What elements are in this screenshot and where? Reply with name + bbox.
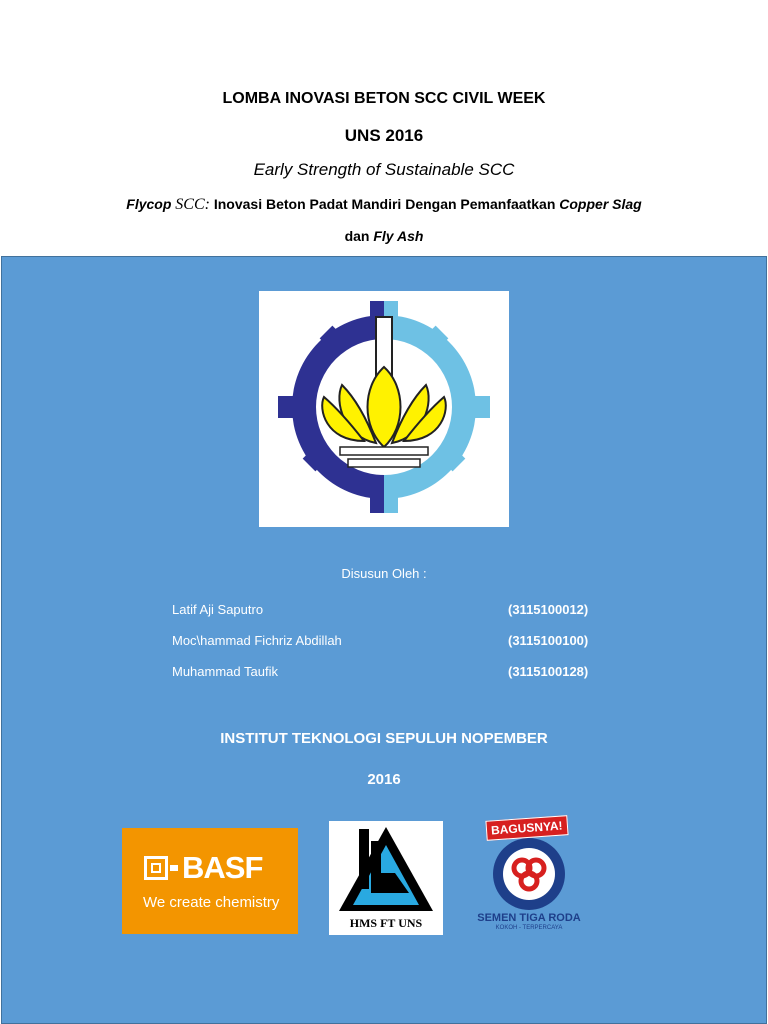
tiga-roda-tagline: KOKOH - TERPERCAYA <box>495 925 563 931</box>
semen-tiga-roda-logo <box>468 814 590 936</box>
hms-ft-uns-logo <box>329 821 443 935</box>
authors-heading: Disusun Oleh : <box>341 566 427 581</box>
paper-title-part: SCC: <box>175 196 210 213</box>
paper-title <box>0 196 768 214</box>
bagusnya-badge: BAGUSNYA! <box>485 815 568 841</box>
basf-wordmark: BASF <box>182 850 263 885</box>
author-name: Latif Aji Saputro <box>172 602 264 617</box>
hms-label: HMS FT UNS <box>349 916 423 930</box>
theme-title: Early Strength of Sustainable SCC <box>253 160 515 179</box>
title-block <box>0 0 768 256</box>
basf-logo <box>122 828 298 934</box>
paper-title-part: Fly Ash <box>373 228 424 244</box>
author-name: Muhammad Taufik <box>172 664 278 679</box>
author-name: Moc\hammad Fichriz Abdillah <box>172 633 342 648</box>
its-emblem-icon <box>259 291 509 527</box>
basf-inner-square-icon <box>151 863 161 873</box>
basf-tagline: We create chemistry <box>143 894 280 911</box>
author-id: (3115100012) <box>508 602 589 617</box>
paper-title-part: dan <box>344 228 374 244</box>
competition-year: UNS 2016 <box>344 126 424 145</box>
hms-emblem-icon <box>329 821 443 916</box>
author-id: (3115100128) <box>508 664 589 679</box>
paper-title-part: Copper Slag <box>559 196 642 212</box>
competition-title: LOMBA INOVASI BETON SCC CIVIL WEEK <box>222 90 546 107</box>
author-id: (3115100100) <box>508 633 589 648</box>
paper-title-part: Inovasi Beton Padat Mandiri Dengan Pemanfaatkan <box>209 196 560 212</box>
its-logo <box>259 291 509 527</box>
publication-year: 2016 <box>367 771 401 788</box>
paper-title-part: Flycop <box>126 196 176 212</box>
tiga-roda-name: SEMEN TIGA RODA <box>477 912 581 924</box>
basf-dash-icon <box>170 865 178 871</box>
paper-title-continued <box>0 228 768 244</box>
institution-name: INSTITUT TEKNOLOGI SEPULUH NOPEMBER <box>220 730 548 747</box>
